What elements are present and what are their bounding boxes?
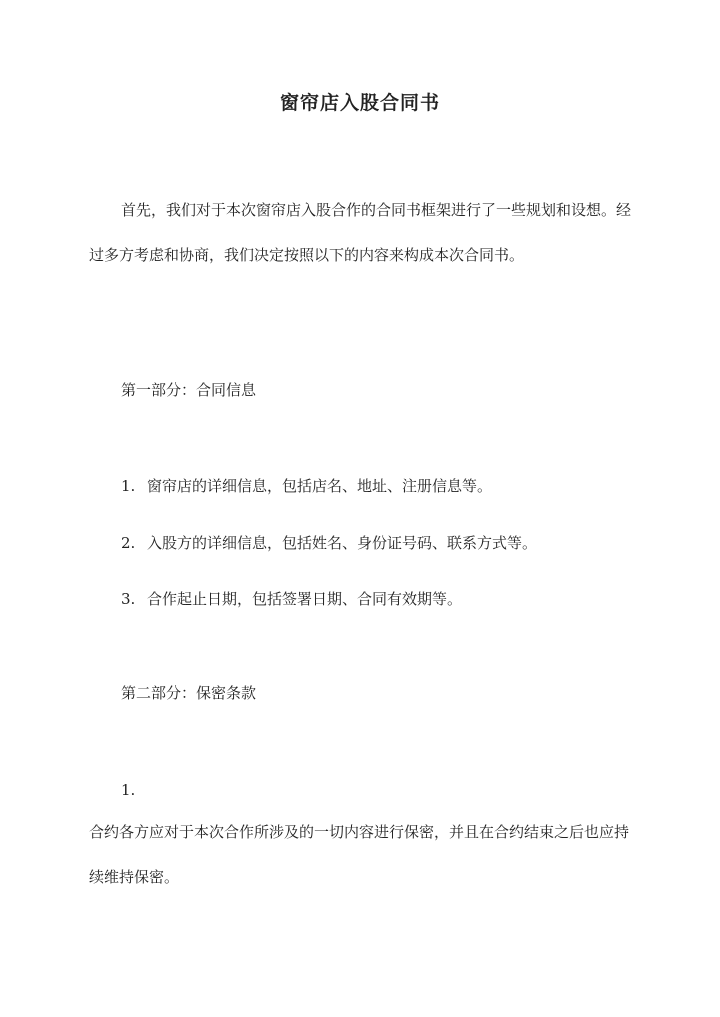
list-item-text: 合约各方应对于本次合作所涉及的一切内容进行保密，并且在合约结束之后也应持续维持保密。: [89, 823, 630, 886]
document-title: 窗帘店入股合同书: [279, 92, 440, 114]
list-item-number: 2.: [121, 534, 136, 552]
list-item-number: 1.: [121, 781, 136, 799]
list-item-text: 合作起止日期，包括签署日期、合同有效期等。: [147, 590, 463, 608]
intro-paragraph: 首先，我们对于本次窗帘店入股合作的合同书框架进行了一些规划和设想。经过多方考虑和协商，我们决定按照以下的内容来构成本次合同书。: [89, 201, 632, 264]
list-item-text: 窗帘店的详细信息，包括店名、地址、注册信息等。: [147, 477, 493, 495]
list-item: [121, 533, 537, 553]
section-heading-contract-info: 第一部分：合同信息: [121, 381, 257, 399]
list-item: [121, 476, 492, 496]
list-item-number: 3.: [121, 590, 136, 608]
list-item-number: 1.: [121, 477, 136, 495]
list-item: [121, 589, 462, 609]
list-item-text: 入股方的详细信息，包括姓名、身份证号码、联系方式等。: [147, 534, 538, 552]
section-heading-confidentiality: 第二部分：保密条款: [121, 684, 257, 702]
